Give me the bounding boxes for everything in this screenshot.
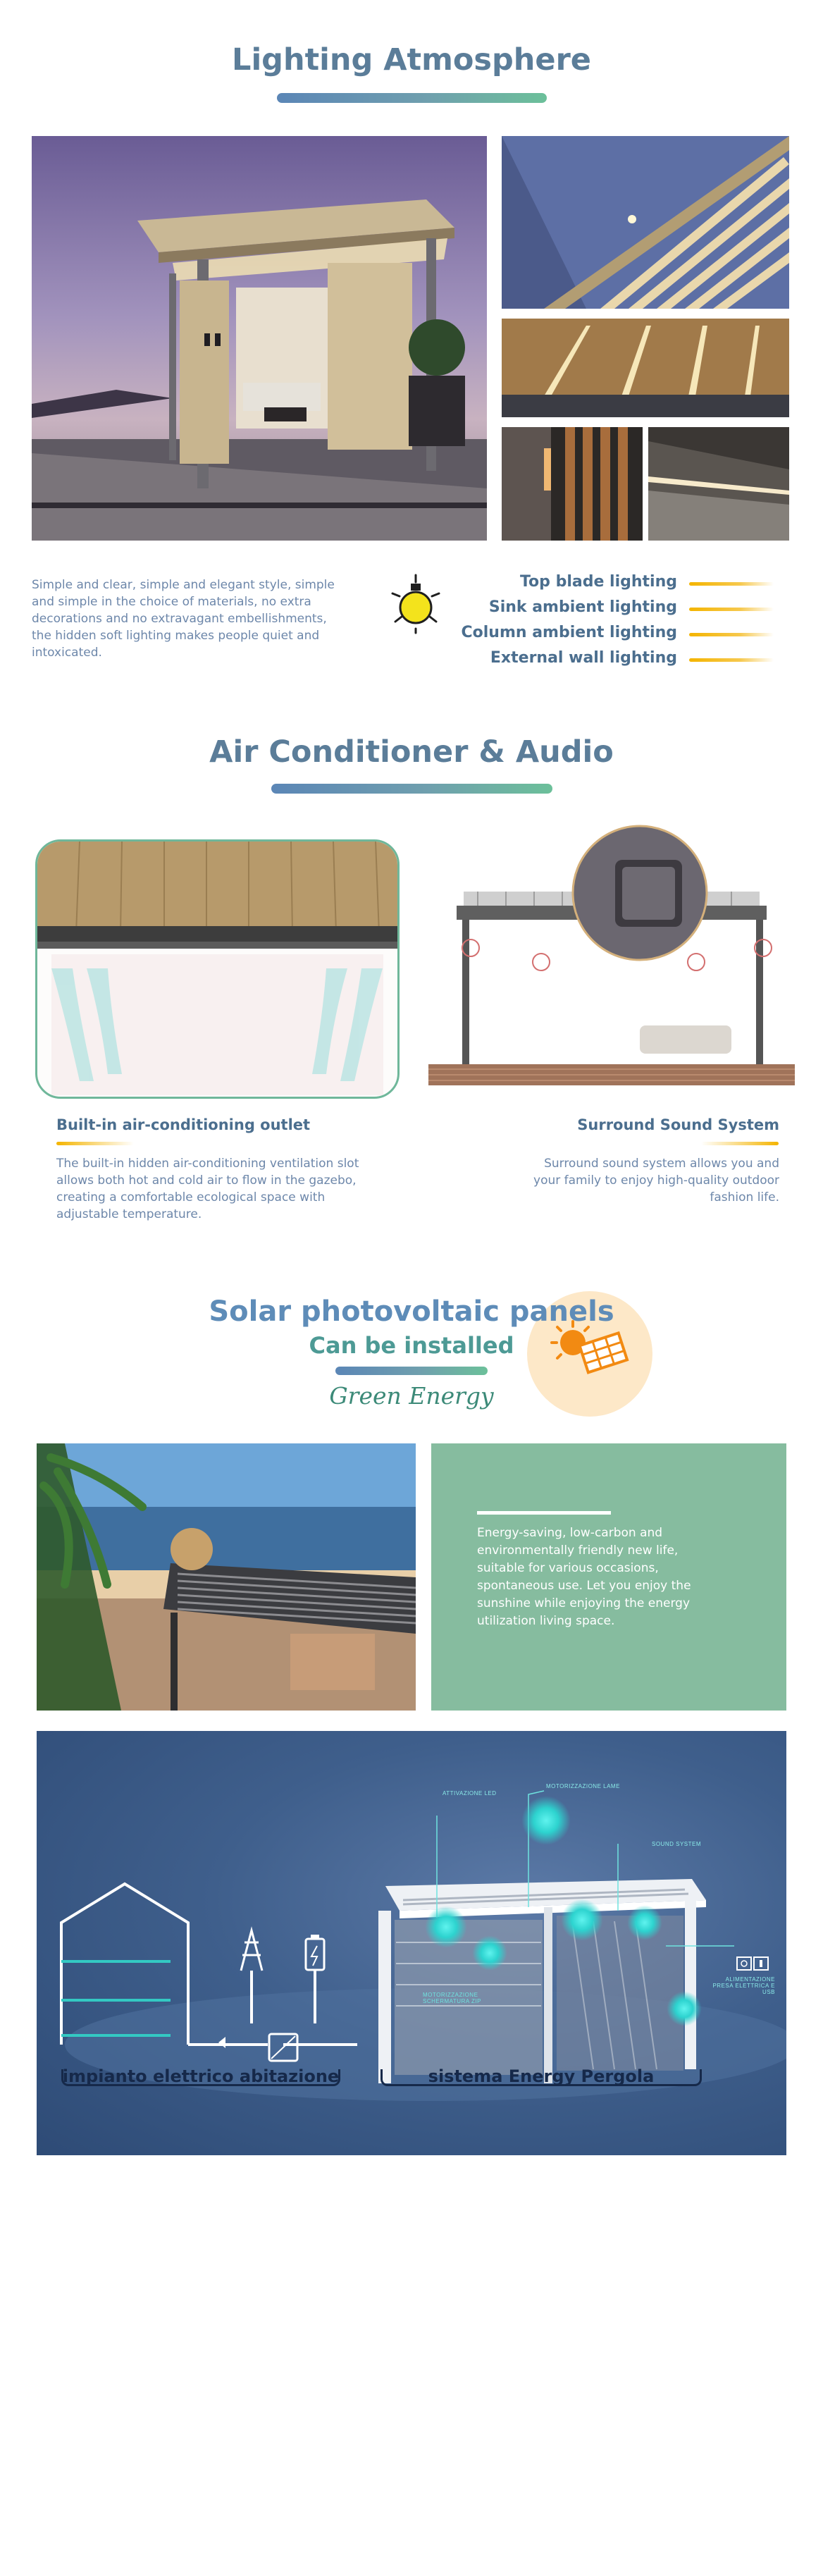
lighting-item-external-wall: External wall lighting [490, 649, 677, 667]
lighting-sink-photo [502, 319, 789, 417]
energy-glow-4 [521, 1796, 571, 1845]
energy-glow-2 [561, 1899, 603, 1941]
ac-outlet-heading: Built-in air-conditioning outlet [56, 1116, 311, 1133]
energy-label-ambient-led: ATTIVAZIONE LED [443, 1790, 497, 1797]
energy-label-sound: SOUND SYSTEM [652, 1841, 702, 1847]
lighting-item-sink-ambient: Sink ambient lighting [488, 598, 677, 616]
lighting-wall-photo [648, 427, 789, 541]
solar-tagline: Green Energy [329, 1382, 494, 1410]
ac-outlet-text: The built-in hidden air-conditioning ventilation slot allows both hot and cold air to flow in the gazebo, creating a comfortable ecological space with adjustable temperature. [56, 1157, 359, 1221]
energy-glow-3 [627, 1905, 662, 1940]
lighting-item-top-blade: Top blade lighting [519, 573, 677, 591]
energy-caption-right: sistema Energy Pergola [428, 2066, 655, 2086]
lighting-title: Lighting Atmosphere [232, 42, 591, 78]
energy-glow-1 [425, 1906, 467, 1948]
lighting-item-top-blade-line [689, 582, 774, 586]
energy-label-screen: MOTORIZZAZIONE SCHERMATURA ZIP [423, 1992, 481, 2004]
lighting-item-column-ambient-line [689, 633, 774, 636]
lighting-column-photo [502, 427, 643, 541]
energy-glow-5 [472, 1935, 507, 1971]
sound-system-heading: Surround Sound System [577, 1116, 779, 1133]
lighting-item-column-ambient: Column ambient lighting [461, 624, 677, 641]
solar-title-underline [335, 1367, 488, 1375]
lighting-title-underline [277, 93, 547, 103]
solar-info-card [431, 1443, 786, 1711]
energy-label-power: ALIMENTAZIONE PRESA ELETTRICA E USB [712, 1976, 775, 1995]
ac-outlet-illustration [35, 839, 400, 1099]
solar-title: Solar photovoltaic panels [209, 1295, 614, 1328]
lighting-top-blade-photo [502, 136, 789, 309]
sound-system-text: Surround sound system allows you and your family to enjoy high-quality outdoor fashion life. [533, 1157, 779, 1204]
lighting-description: Simple and clear, simple and elegant style, simple and simple in the choice of materials, no extra decorations and no extravagant embellishments, the hidden soft lighting makes people quiet and intoxicated. [32, 578, 335, 660]
ac-outlet-heading-underline [56, 1142, 134, 1145]
solar-pergola-photo [37, 1443, 416, 1711]
lighting-main-photo [32, 136, 487, 541]
sound-system-heading-underline [701, 1142, 779, 1145]
ac-audio-title: Air Conditioner & Audio [209, 734, 614, 770]
energy-label-motorized: MOTORIZZAZIONE LAME [546, 1783, 620, 1789]
energy-caption-left: impianto elettrico abitazione [62, 2066, 340, 2086]
energy-glow-6 [667, 1991, 702, 2026]
energy-pergola-diagram [37, 1731, 786, 2155]
solar-subtitle: Can be installed [309, 1332, 514, 1359]
light-bulb-icon [384, 572, 447, 636]
solar-info-card-text: Energy-saving, low-carbon and environmentally friendly new life, suitable for various occasions, spontaneous use. Let you enjoy the sunshine while enjoying the energy utilization living space. [477, 1526, 691, 1628]
power-outlet-icon [736, 1956, 769, 1971]
solar-info-card-rule [477, 1511, 611, 1515]
ac-audio-title-underline [271, 784, 552, 794]
lighting-item-sink-ambient-line [689, 608, 774, 611]
sound-system-illustration [428, 821, 795, 1099]
lighting-item-external-wall-line [689, 658, 774, 662]
